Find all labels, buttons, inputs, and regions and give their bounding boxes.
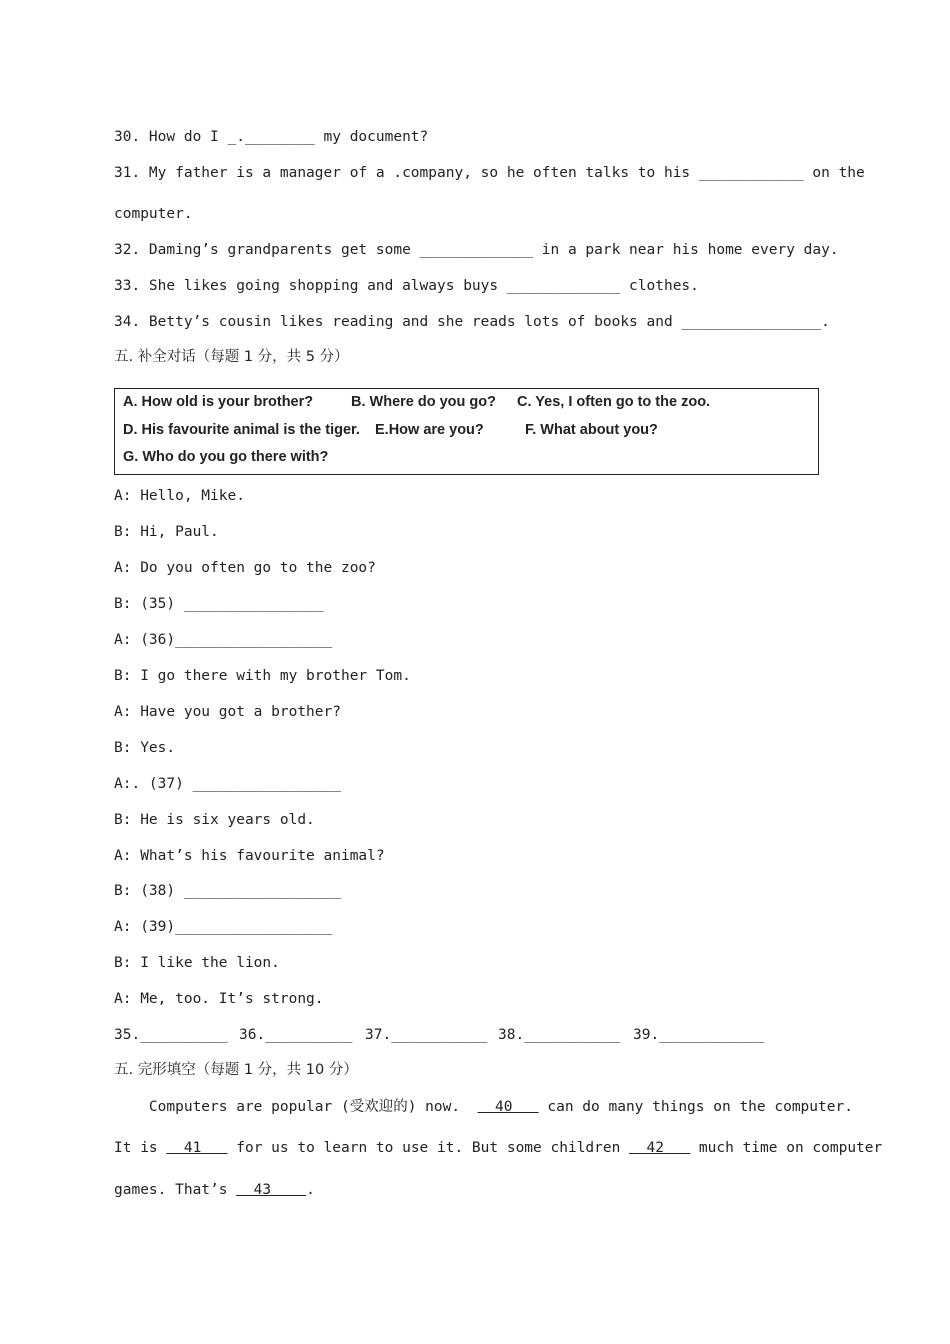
option-c: C. Yes, I often go to the zoo. [517,394,711,410]
answer-line-37: 37.___________ [365,1027,488,1043]
cloze-text: It is [114,1140,167,1156]
option-g: G. Who do you go there with? [123,449,329,465]
dialogue-line: B: I like the lion. [114,955,280,971]
cloze-text: games. That’s [114,1182,237,1198]
option-f: F. What about you? [525,422,658,438]
answer-line-39: 39.____________ [633,1027,764,1043]
cloze-blank-42: 42 [629,1140,691,1156]
answer-line-35: 35.__________ [114,1027,228,1043]
cloze-text: Computers are popular (受欢迎的) now. [114,1099,478,1115]
dialogue-line: A: (39)__________________ [114,919,333,935]
dialogue-line: B: (38) __________________ [114,883,341,899]
cloze-line-1 [114,1097,853,1117]
question-32: 32. Daming’s grandparents get some _____________ in a park near his home every day. [114,242,839,258]
section-title-cloze: 五. 完形填空（每题 1 分，共 10 分） [114,1062,358,1078]
question-33: 33. She likes going shopping and always buys _____________ clothes. [114,278,699,294]
cloze-blank-41: 41 [166,1140,228,1156]
dialogue-line: A: Do you often go to the zoo? [114,560,376,576]
dialogue-line: A: Me, too. It’s strong. [114,991,324,1007]
option-b: B. Where do you go? [351,394,496,410]
dialogue-line: B: (35) ________________ [114,596,324,612]
dialogue-line: A: Have you got a brother? [114,704,341,720]
dialogue-line: B: He is six years old. [114,812,315,828]
section-title-dialogue: 五. 补全对话（每题 1 分，共 5 分） [114,349,349,365]
cloze-blank-40: 40 [477,1099,539,1115]
option-d: D. His favourite animal is the tiger. [123,422,360,438]
cloze-blank-43: 43 [236,1182,307,1198]
option-e: E.How are you? [375,422,484,438]
question-34: 34. Betty’s cousin likes reading and she reads lots of books and ________________. [114,314,830,330]
answer-line-38: 38.___________ [498,1027,621,1043]
options-box [114,388,819,475]
dialogue-line: B: Hi, Paul. [114,524,219,540]
dialogue-line: A:. (37) _________________ [114,776,341,792]
cloze-line-3 [114,1180,315,1200]
cloze-text: . [306,1182,315,1198]
question-31-line2: computer. [114,206,193,222]
cloze-text: for us to learn to use it. But some children [227,1140,630,1156]
option-a: A. How old is your brother? [123,394,314,410]
dialogue-line: A: What’s his favourite animal? [114,848,385,864]
dialogue-line: B: Yes. [114,740,176,756]
question-30: 30. How do I _.________ my document? [114,129,429,145]
answer-line-36: 36.__________ [239,1027,353,1043]
cloze-text: can do many things on the computer. [538,1099,853,1115]
dialogue-line: B: I go there with my brother Tom. [114,668,411,684]
dialogue-line: A: Hello, Mike. [114,488,245,504]
dialogue-line: A: (36)__________________ [114,632,333,648]
cloze-line-2 [114,1138,882,1158]
question-31-line1: 31. My father is a manager of a .company, so he often talks to his ____________ on the [114,165,865,181]
cloze-text: much time on computer [690,1140,883,1156]
